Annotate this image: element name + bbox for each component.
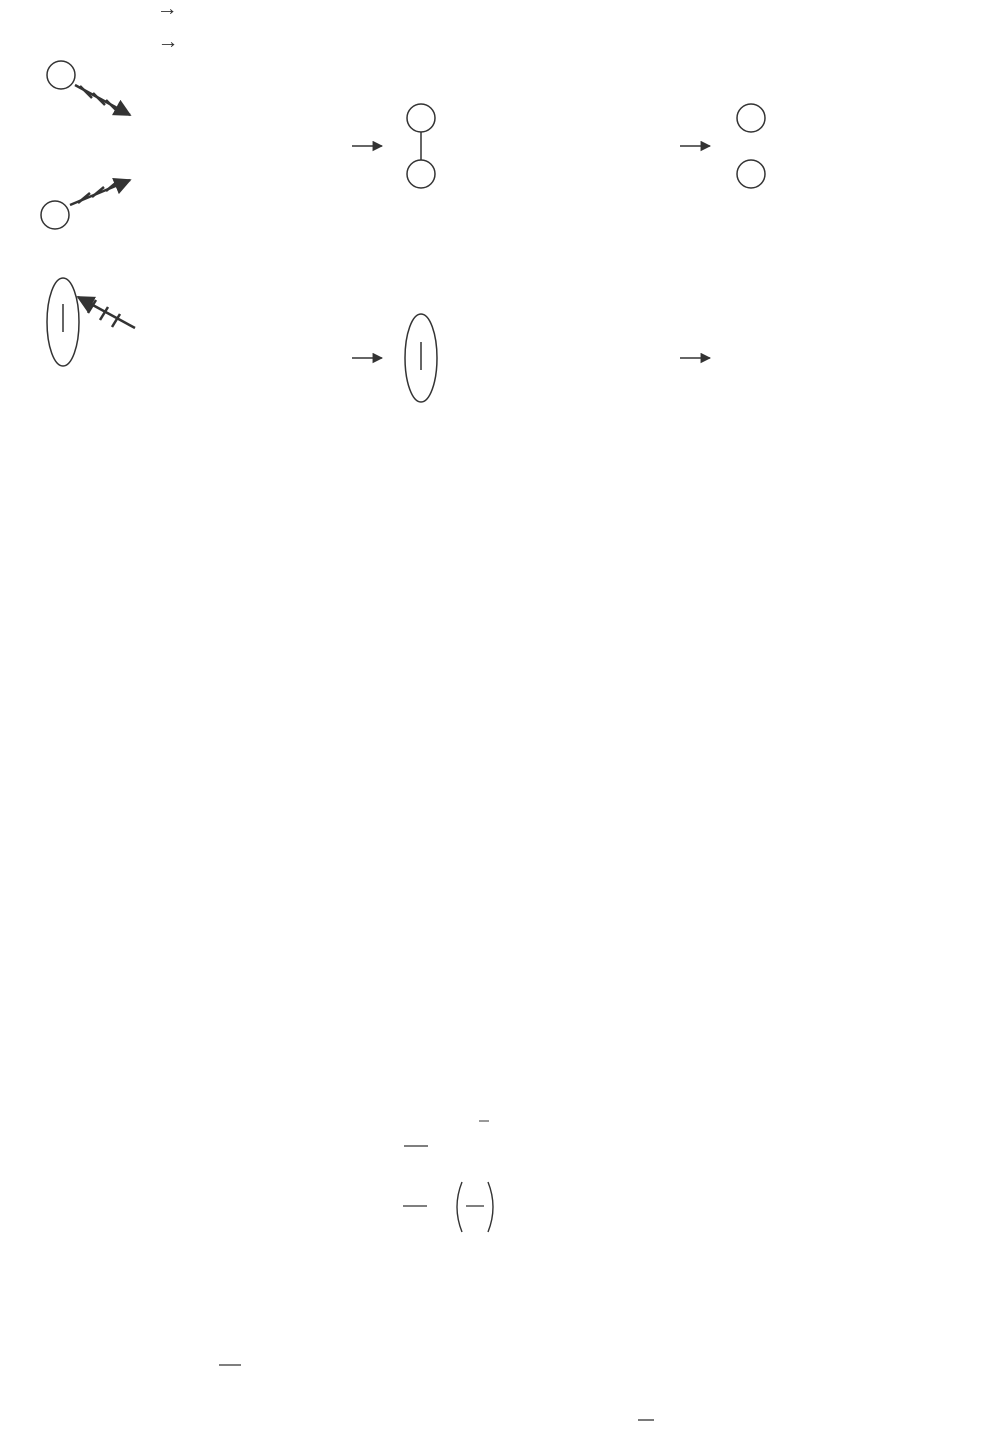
desorption-arrow xyxy=(78,297,135,328)
step-line-2: → xyxy=(157,30,179,53)
approach-arrow-a xyxy=(75,85,130,115)
adsorbate-a-circle xyxy=(47,61,75,89)
adsorbate-b-circle xyxy=(41,201,69,229)
stage2-b-circle xyxy=(407,160,435,188)
answer-chart xyxy=(770,1175,999,1430)
stage2-a-circle xyxy=(407,104,435,132)
stage3-b-circle xyxy=(737,160,765,188)
adsorption-diagram xyxy=(0,55,999,475)
stage3-a-circle xyxy=(737,104,765,132)
q23-derivation xyxy=(0,1100,770,1447)
approach-arrow-b xyxy=(70,180,130,205)
step-line-1: → xyxy=(156,0,178,20)
option-charts xyxy=(0,878,999,1073)
